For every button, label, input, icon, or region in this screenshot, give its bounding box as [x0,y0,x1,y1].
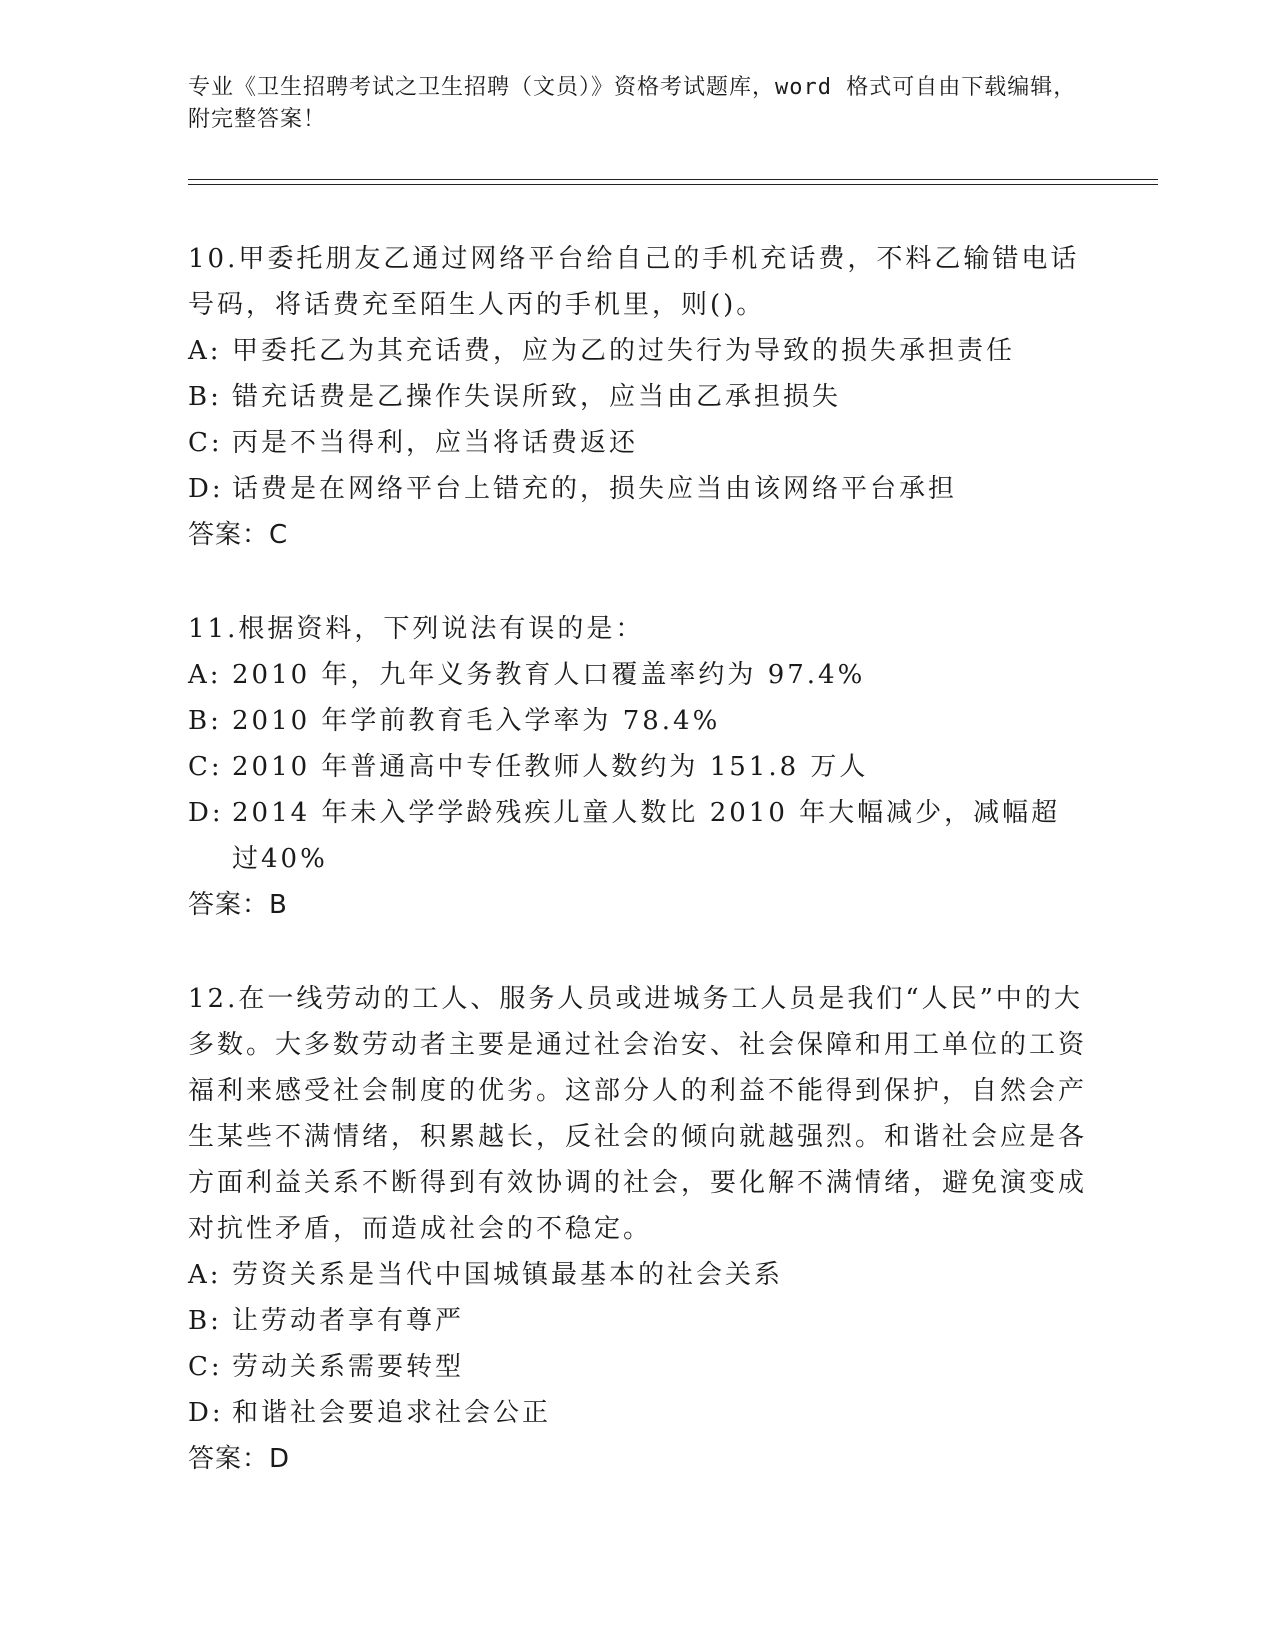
option-d [188,790,1088,882]
header-rule-top [188,179,1158,180]
option-text: 劳资关系是当代中国城镇最基本的社会关系 [232,1260,784,1290]
option-a [188,652,1088,698]
option-letter: D: [188,798,224,828]
question-stem: 11.根据资料，下列说法有误的是： [188,614,645,644]
answer-line: 答案：C [188,520,289,550]
document-header: 专业《卫生招聘考试之卫生招聘（文员）》资格考试题库，word 格式可自由下载编辑，附完整答案！ [188,75,1077,132]
option-d [188,1390,1088,1436]
option-letter: A: [188,1260,222,1290]
option-b [188,374,1088,420]
question-11 [188,606,1088,928]
option-text: 劳动关系需要转型 [232,1352,465,1382]
option-letter: B: [188,706,222,736]
option-letter: C: [188,752,223,782]
option-text: 2010 年，九年义务教育人口覆盖率约为 97.4% [232,660,866,690]
option-a [188,1252,1088,1298]
option-letter: B: [188,382,222,412]
option-a [188,328,1088,374]
option-text: 话费是在网络平台上错充的，损失应当由该网络平台承担 [232,474,958,504]
header-rule-bottom [188,184,1158,185]
question-stem: 12.在一线劳动的工人、服务人员或进城务工人员是我们“人民”中的大多数。大多数劳动者主要是通过社会治安、社会保障和用工单位的工资福利来感受社会制度的优劣。这部分人的利益不能得到保护，自然会产生某些不满情绪，积累越长，反社会的倾向就越强烈。和谐社会应是各方面利益关系不断得到有效协调的社会，要化解不满情绪，避免演变成对抗性矛盾，而造成社会的不稳定。 [188,984,1088,1244]
option-d [188,466,1088,512]
option-letter: D: [188,1398,224,1428]
question-list [188,236,1088,1530]
question-10 [188,236,1088,558]
option-text: 2010 年学前教育毛入学率为 78.4% [232,706,721,736]
question-12 [188,976,1088,1482]
option-text: 和谐社会要追求社会公正 [232,1398,552,1428]
option-text: 甲委托乙为其充话费，应为乙的过失行为导致的损失承担责任 [232,336,1016,366]
option-text: 2014 年未入学学龄残疾儿童人数比 2010 年大幅减少，减幅超过40% [232,798,1061,874]
answer-line: 答案：D [188,1444,291,1474]
option-text: 错充话费是乙操作失误所致，应当由乙承担损失 [232,382,842,412]
option-c [188,1344,1088,1390]
option-letter: C: [188,1352,223,1382]
option-letter: B: [188,1306,222,1336]
option-letter: A: [188,336,222,366]
option-c [188,744,1088,790]
option-b [188,698,1088,744]
question-stem: 10.甲委托朋友乙通过网络平台给自己的手机充话费，不料乙输错电话号码，将话费充至陌生人丙的手机里，则()。 [188,244,1080,320]
option-text: 让劳动者享有尊严 [232,1306,465,1336]
option-letter: D: [188,474,224,504]
option-b [188,1298,1088,1344]
option-letter: C: [188,428,223,458]
option-text: 丙是不当得利，应当将话费返还 [232,428,639,458]
option-c [188,420,1088,466]
answer-line: 答案：B [188,890,288,920]
option-letter: A: [188,660,222,690]
option-text: 2010 年普通高中专任教师人数约为 151.8 万人 [232,752,869,782]
